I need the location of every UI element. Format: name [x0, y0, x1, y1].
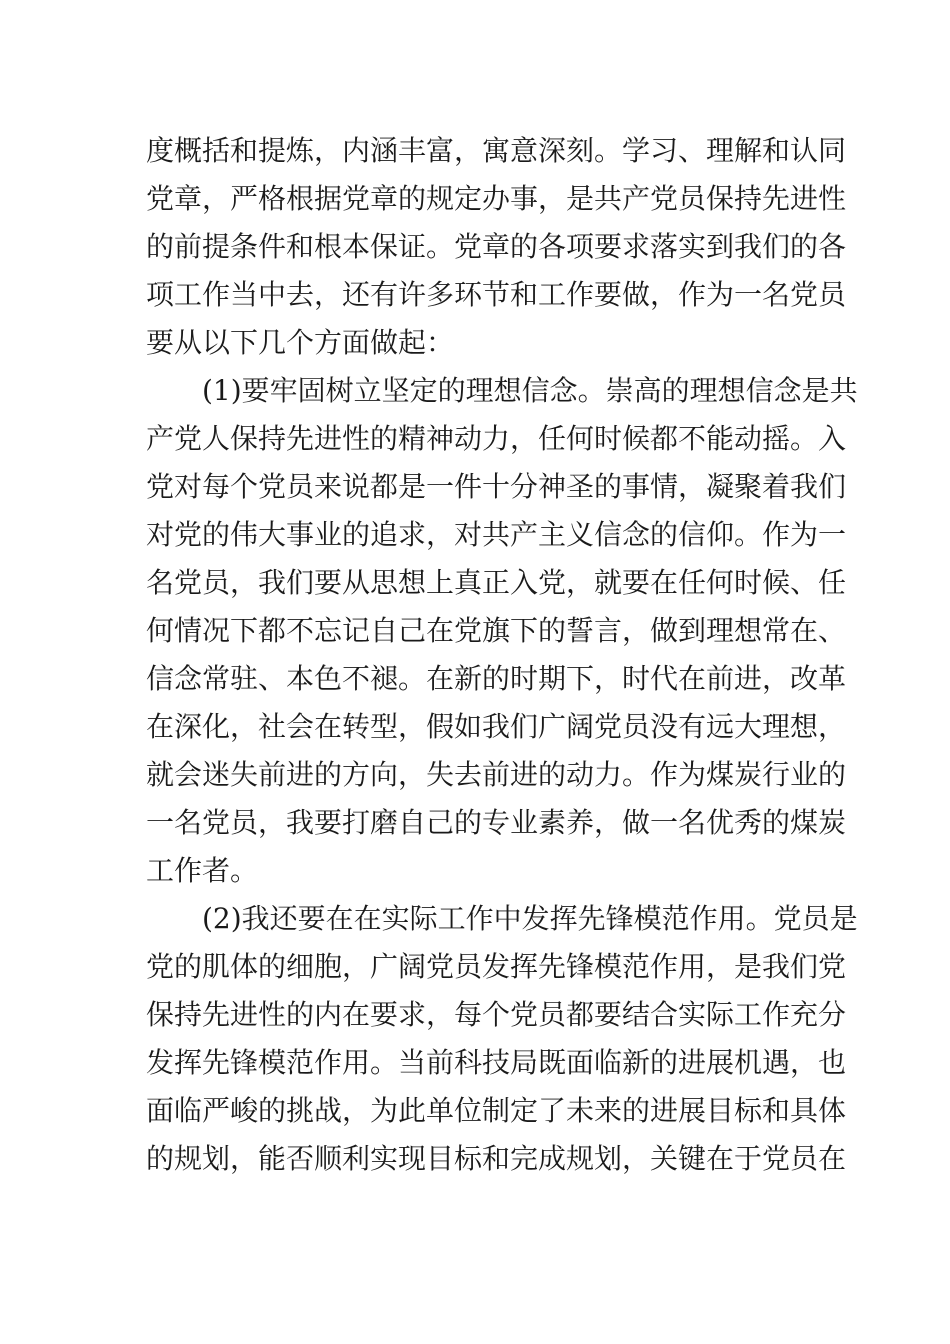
paragraph-start-line: (2)我还要在在实际工作中发挥先锋模范作用。党员是: [202, 902, 858, 935]
text-line: 要从以下几个方面做起：: [146, 326, 455, 359]
text-line: 党的肌体的细胞，广阔党员发挥先锋模范作用，是我们党: [146, 950, 847, 983]
text-line: 发挥先锋模范作用。当前科技局既面临新的进展机遇，也: [146, 1046, 847, 1079]
text-line: 项工作当中去，还有许多环节和工作要做，作为一名党员: [146, 278, 847, 311]
text-line: 一名党员，我要打磨自己的专业素养，做一名优秀的煤炭: [146, 806, 847, 839]
text-line: 对党的伟大事业的追求，对共产主义信念的信仰。作为一: [146, 518, 847, 551]
text-line: 工作者。: [146, 854, 259, 887]
text-line: 产党人保持先进性的精神动力，任何时候都不能动摇。入: [146, 422, 847, 455]
text-line: 保持先进性的内在要求，每个党员都要结合实际工作充分: [146, 998, 847, 1031]
text-line: 的前提条件和根本保证。党章的各项要求落实到我们的各: [146, 230, 847, 263]
body-text: [146, 127, 858, 1183]
text-line: 党对每个党员来说都是一件十分神圣的事情，凝聚着我们: [146, 470, 847, 503]
paragraph-start-line: (1)要牢固树立坚定的理想信念。崇高的理想信念是共: [202, 374, 858, 407]
text-line: 在深化，社会在转型，假如我们广阔党员没有远大理想，: [146, 710, 847, 743]
text-line: 面临严峻的挑战，为此单位制定了未来的进展目标和具体: [146, 1094, 847, 1127]
text-line: 名党员，我们要从思想上真正入党，就要在任何时候、任: [146, 566, 847, 599]
text-line: 度概括和提炼，内涵丰富，寓意深刻。学习、理解和认同: [146, 134, 847, 167]
text-line: 信念常驻、本色不褪。在新的时期下，时代在前进，改革: [146, 662, 847, 695]
text-line: 的规划，能否顺利实现目标和完成规划，关键在于党员在: [146, 1142, 847, 1175]
text-line: 何情况下都不忘记自己在党旗下的誓言，做到理想常在、: [146, 614, 847, 647]
text-line: 就会迷失前进的方向，失去前进的动力。作为煤炭行业的: [146, 758, 847, 791]
text-line: 党章，严格根据党章的规定办事，是共产党员保持先进性: [146, 182, 847, 215]
